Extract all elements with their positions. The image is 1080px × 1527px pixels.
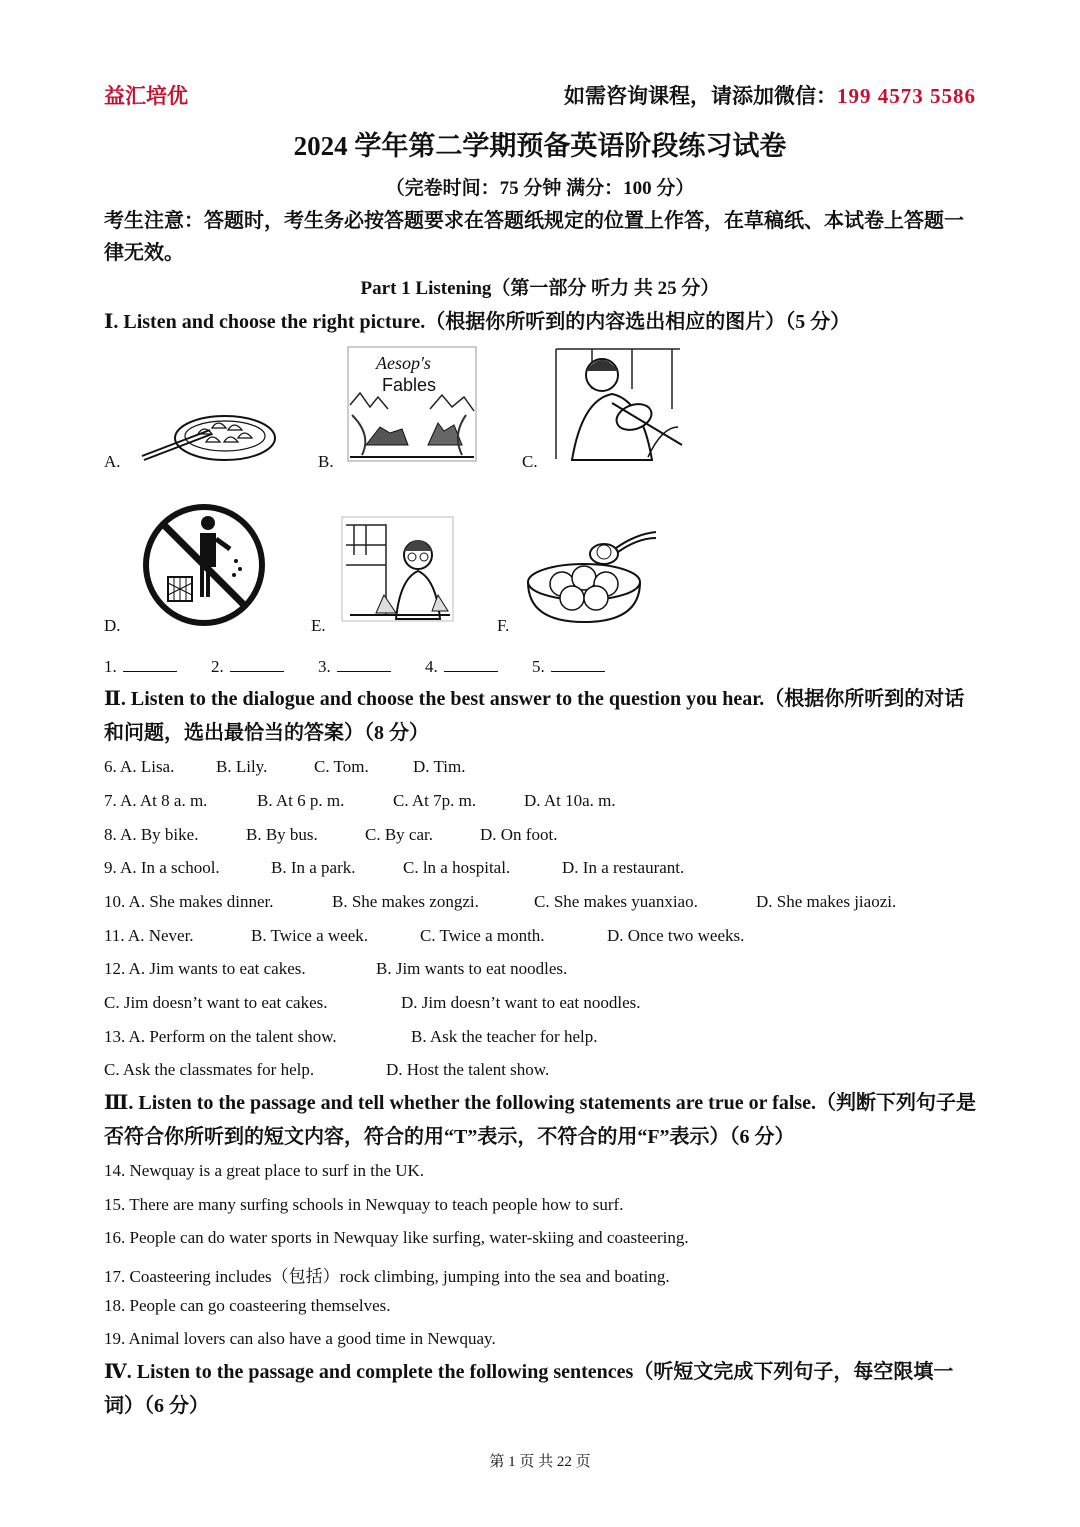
picture-label-b: B.	[318, 452, 334, 471]
statement-item: 18. People can go coasteering themselves.	[104, 1296, 391, 1315]
option: D. At 10a. m.	[524, 791, 616, 810]
option: D. In a restaurant.	[562, 858, 685, 877]
option: B. Jim wants to eat noodles.	[376, 959, 568, 978]
org-name: 益汇培优	[104, 84, 188, 108]
option: C. ln a hospital.	[403, 858, 511, 877]
part-heading: Part 1 Listening（第一部分 听力 共 25 分）	[360, 278, 720, 299]
statement-item: 17. Coasteering includes（包括）rock climbing, jumping into the sea and boating.	[104, 1267, 670, 1286]
question-line	[104, 791, 616, 811]
option: D. Tim.	[413, 757, 466, 776]
picture-label-e: E.	[311, 616, 326, 635]
question-line	[104, 959, 567, 979]
option: B. Lily.	[216, 757, 268, 776]
answer-blank[interactable]	[230, 655, 284, 672]
picture-label-f: F.	[497, 616, 510, 635]
option: D. Once two weeks.	[607, 926, 745, 945]
statement-item: 15. There are many surfing schools in Newquay to teach people how to surf.	[104, 1195, 624, 1214]
option: B. Ask the teacher for help.	[411, 1027, 598, 1046]
section-1-answer-blanks	[104, 655, 635, 677]
section-2-heading: Ⅱ. Listen to the dialogue and choose the best answer to the question you hear.（根据你所听到的对话和问题，选出最恰当的答案）（8 分）	[104, 688, 965, 744]
page-footer: 第 1 页 共 22 页	[489, 1454, 591, 1470]
scientist-lab-icon	[340, 515, 455, 623]
answer-blank[interactable]	[551, 655, 605, 672]
girl-violin-icon	[552, 345, 688, 465]
option: D. She makes jiaozi.	[756, 892, 897, 911]
section-1-heading: Ⅰ. Listen and choose the right picture.（根据你所听到的内容选出相应的图片）（5 分）	[104, 311, 851, 333]
blank-label: 1.	[104, 657, 117, 676]
question-line	[104, 926, 744, 946]
option: C. Twice a month.	[420, 926, 545, 945]
option: C. By car.	[365, 825, 433, 844]
answer-blank[interactable]	[337, 655, 391, 672]
option: D. On foot.	[480, 825, 558, 844]
section-3-heading: Ⅲ. Listen to the passage and tell whether the following statements are true or false.（判断下列句子是否符合你所听到的短文内容，符合的用“T”表示，不符合的用“F”表示）（6 分）	[104, 1092, 977, 1148]
question-line	[104, 858, 684, 878]
page-title: 2024 学年第二学期预备英语阶段练习试卷	[293, 131, 787, 161]
blank-label: 3.	[318, 657, 331, 676]
option: 13. A. Perform on the talent show.	[104, 1027, 337, 1046]
contact-info	[564, 80, 976, 110]
option: B. She makes zongzi.	[332, 892, 479, 911]
question-line	[104, 825, 557, 845]
blank-label: 5.	[532, 657, 545, 676]
picture-label-d: D.	[104, 616, 121, 635]
question-line	[104, 1027, 597, 1047]
book-title-line1: Aesop's	[376, 353, 431, 373]
exam-subtitle: （完卷时间：75 分钟 满分：100 分）	[385, 178, 695, 199]
option: 8. A. By bike.	[104, 825, 199, 844]
option: 12. A. Jim wants to eat cakes.	[104, 959, 306, 978]
option: 10. A. She makes dinner.	[104, 892, 274, 911]
tangyuan-bowl-icon	[524, 530, 658, 624]
aesops-fables-book-icon	[346, 345, 478, 463]
option: B. In a park.	[271, 858, 356, 877]
section-4-heading: Ⅳ. Listen to the passage and complete the following sentences（听短文完成下列句子，每空限填一词）（6 分）	[104, 1361, 954, 1417]
picture-label-c: C.	[522, 452, 538, 471]
exam-notice: 考生注意：答题时，考生务必按答题要求在答题纸规定的位置上作答，在草稿纸、本试卷上答题一律无效。	[104, 210, 964, 264]
question-line	[104, 1060, 549, 1080]
contact-label: 如需咨询课程，请添加微信：	[564, 84, 837, 108]
option: C. Tom.	[314, 757, 369, 776]
answer-blank[interactable]	[123, 655, 177, 672]
answer-blank[interactable]	[444, 655, 498, 672]
picture-label-a: A.	[104, 452, 121, 471]
option: C. Jim doesn’t want to eat cakes.	[104, 993, 328, 1012]
statement-item: 19. Animal lovers can also have a good time in Newquay.	[104, 1329, 496, 1348]
option: C. She makes yuanxiao.	[534, 892, 698, 911]
option: 11. A. Never.	[104, 926, 194, 945]
no-littering-sign-icon	[140, 503, 270, 627]
option: D. Host the talent show.	[386, 1060, 550, 1079]
contact-number: 199 4573 5586	[837, 84, 976, 108]
question-line	[104, 757, 465, 777]
option: 6. A. Lisa.	[104, 757, 175, 776]
option: B. By bus.	[246, 825, 318, 844]
option: D. Jim doesn’t want to eat noodles.	[401, 993, 641, 1012]
option: C. Ask the classmates for help.	[104, 1060, 315, 1079]
option: C. At 7p. m.	[393, 791, 477, 810]
dumplings-plate-icon	[140, 400, 280, 465]
statement-item: 16. People can do water sports in Newquay like surfing, water-skiing and coasteering.	[104, 1228, 689, 1247]
blank-label: 2.	[211, 657, 224, 676]
book-title-line2: Fables	[382, 375, 437, 395]
question-line	[104, 892, 896, 912]
question-line	[104, 993, 641, 1013]
option: 9. A. In a school.	[104, 858, 220, 877]
statement-item: 14. Newquay is a great place to surf in the UK.	[104, 1161, 425, 1180]
blank-label: 4.	[425, 657, 438, 676]
option: B. Twice a week.	[251, 926, 368, 945]
option: B. At 6 p. m.	[257, 791, 345, 810]
option: 7. A. At 8 a. m.	[104, 791, 208, 810]
